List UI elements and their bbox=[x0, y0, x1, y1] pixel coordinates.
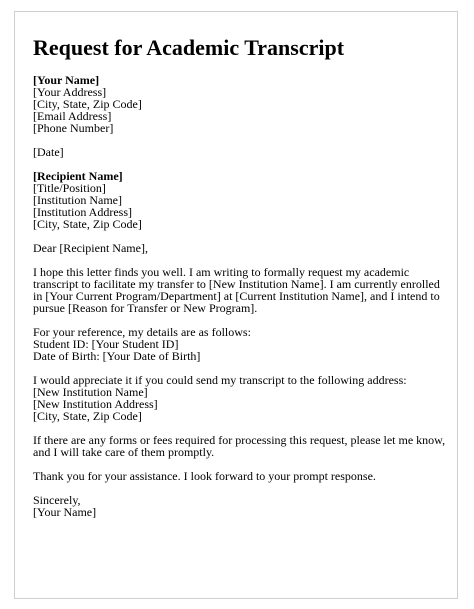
recipient-block bbox=[33, 170, 448, 230]
closing-block bbox=[33, 494, 448, 518]
details-intro: For your reference, my details are as follows: bbox=[33, 325, 251, 339]
student-id: Student ID: [Your Student ID] bbox=[33, 337, 179, 351]
sender-address: [Your Address] bbox=[33, 85, 107, 99]
sender-email: [Email Address] bbox=[33, 109, 112, 123]
intro-paragraph: I hope this letter finds you well. I am writing to formally request my academic transcript to facilitate my transfer to [New Institution Name]. I am currently enrolled in [Your Current Program/Department] at [Current Institution Name], and I intend to pursue [Reason for Transfer or New Program]. bbox=[33, 265, 440, 315]
sender-block bbox=[33, 74, 448, 134]
signature-name: [Your Name] bbox=[33, 505, 97, 519]
sender-city-state-zip: [City, State, Zip Code] bbox=[33, 97, 142, 111]
send-request: I would appreciate it if you could send my transcript to the following address: bbox=[33, 373, 407, 387]
recipient-name: [Recipient Name] bbox=[33, 169, 123, 183]
details-block bbox=[33, 326, 448, 362]
letter-page bbox=[14, 11, 458, 599]
closing: Sincerely, bbox=[33, 493, 81, 507]
letter-title: Request for Academic Transcript bbox=[33, 35, 345, 60]
letter-date: [Date] bbox=[33, 145, 64, 159]
new-address-block bbox=[33, 374, 448, 422]
fees-paragraph: If there are any forms or fees required for processing this request, please let me know, and I will take care of them promptly. bbox=[33, 433, 446, 459]
sender-name: [Your Name] bbox=[33, 73, 100, 87]
recipient-title: [Title/Position] bbox=[33, 181, 106, 195]
recipient-institution: [Institution Name] bbox=[33, 193, 122, 207]
date-of-birth: Date of Birth: [Your Date of Birth] bbox=[33, 349, 201, 363]
recipient-city-state-zip: [City, State, Zip Code] bbox=[33, 217, 142, 231]
recipient-institution-address: [Institution Address] bbox=[33, 205, 132, 219]
new-institution-address: [New Institution Address] bbox=[33, 397, 158, 411]
new-institution-name: [New Institution Name] bbox=[33, 385, 148, 399]
thanks-paragraph: Thank you for your assistance. I look forward to your prompt response. bbox=[33, 469, 376, 483]
salutation: Dear [Recipient Name], bbox=[33, 241, 148, 255]
date-block bbox=[33, 146, 448, 158]
new-city-state-zip: [City, State, Zip Code] bbox=[33, 409, 142, 423]
sender-phone: [Phone Number] bbox=[33, 121, 114, 135]
letter-content bbox=[33, 34, 448, 530]
